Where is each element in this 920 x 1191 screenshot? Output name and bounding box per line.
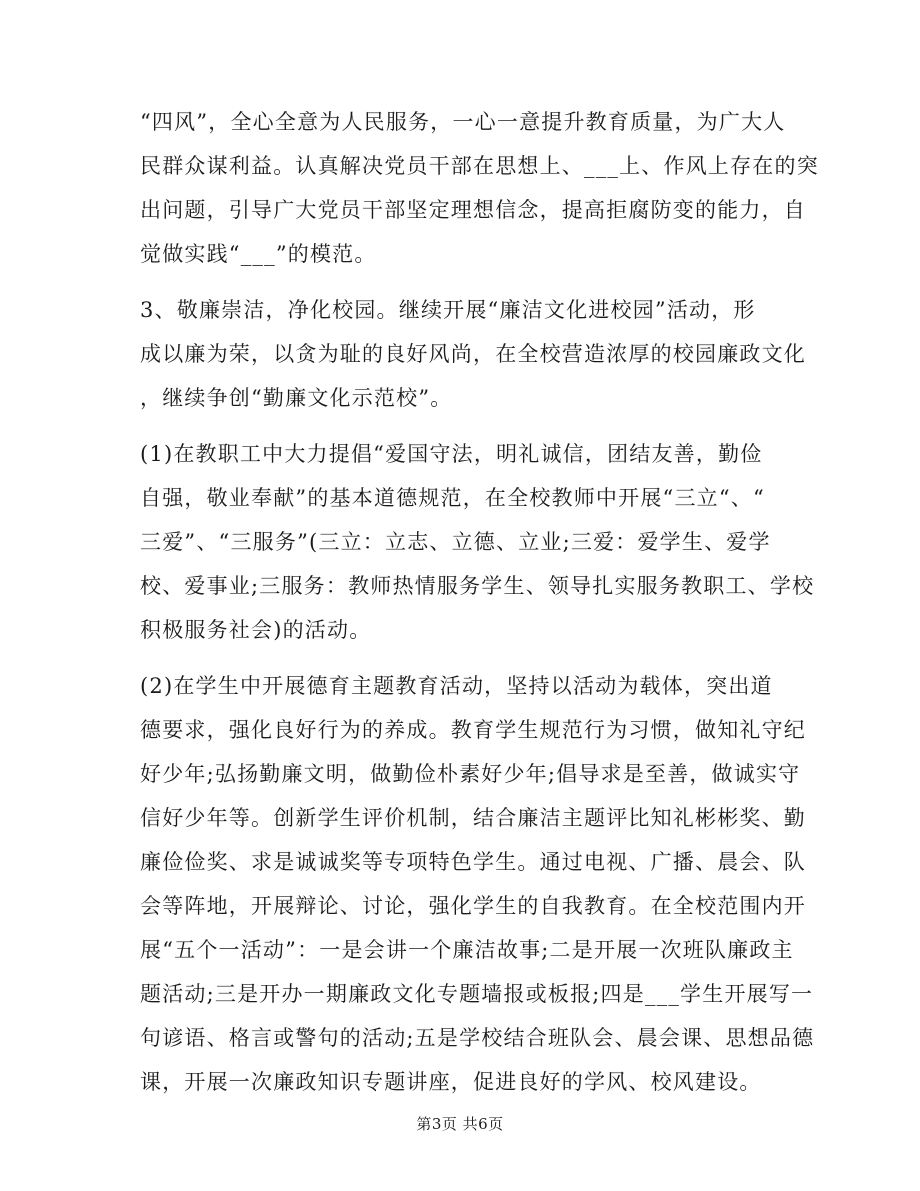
page-number-footer: 第3页 共6页	[416, 1115, 504, 1133]
text-line: 信好少年等。创新学生评价机制，结合廉洁主题评比知礼彬彬奖、勤	[140, 806, 806, 830]
text-line: (1)在教职工中大力提倡“爱国守法，明礼诚信，团结友善，勤俭	[140, 442, 763, 466]
text-line: 会等阵地，开展辩论、讨论，强化学生的自我教育。在全校范围内开	[140, 894, 806, 918]
paragraph	[140, 288, 806, 420]
text-line: 觉做实践“___”的模范。	[140, 242, 377, 266]
paragraph	[140, 100, 819, 276]
text-line: 民群众谋利益。认真解决党员干部在思想上、___上、作风上存在的突	[140, 154, 819, 178]
text-line: “四风”，全心全意为人民服务，一心一意提升教育质量，为广大人	[140, 110, 786, 134]
text-line: ，继续争创“勤廉文化示范校”。	[140, 386, 453, 410]
text-line: 3、敬廉崇洁，净化校园。继续开展“廉洁文化进校园”活动，形	[140, 298, 756, 322]
text-line: 德要求，强化良好行为的养成。教育学生规范行为习惯，做知礼守纪	[140, 718, 806, 742]
text-line: (2)在学生中开展德育主题教育活动，坚持以活动为载体，突出道	[140, 674, 773, 698]
text-line: 三爱”、“三服务”(三立：立志、立德、立业;三爱：爱学生、爱学	[140, 530, 771, 554]
text-line: 校、爱事业;三服务：教师热情服务学生、领导扎实服务教职工、学校	[140, 574, 815, 598]
document-body	[140, 100, 819, 1104]
text-line: 好少年;弘扬勤廉文明，做勤俭朴素好少年;倡导求是至善，做诚实守	[140, 762, 801, 786]
text-line: 课，开展一次廉政知识专题讲座，促进良好的学风、校风建设。	[140, 1070, 762, 1094]
text-line: 自强，敬业奉献”的基本道德规范，在全校教师中开展“三立“、“	[140, 486, 765, 510]
text-line: 句谚语、格言或警句的活动;五是学校结合班队会、晨会课、思想品德	[140, 1026, 815, 1050]
text-line: 成以廉为荣，以贪为耻的良好风尚，在全校营造浓厚的校园廉政文化	[140, 342, 806, 366]
paragraph	[140, 432, 815, 652]
paragraph	[140, 664, 815, 1104]
text-line: 题活动;三是开办一期廉政文化专题墙报或板报;四是___学生开展写一	[140, 982, 814, 1006]
text-line: 展“五个一活动”：一是会讲一个廉洁故事;二是开展一次班队廉政主	[140, 938, 794, 962]
text-line: 积极服务社会)的活动。	[140, 618, 372, 642]
text-line: 廉俭俭奖、求是诚诚奖等专项特色学生。通过电视、广播、晨会、队	[140, 850, 806, 874]
text-line: 出问题，引导广大党员干部坚定理想信念，提高拒腐防变的能力，自	[140, 198, 806, 222]
